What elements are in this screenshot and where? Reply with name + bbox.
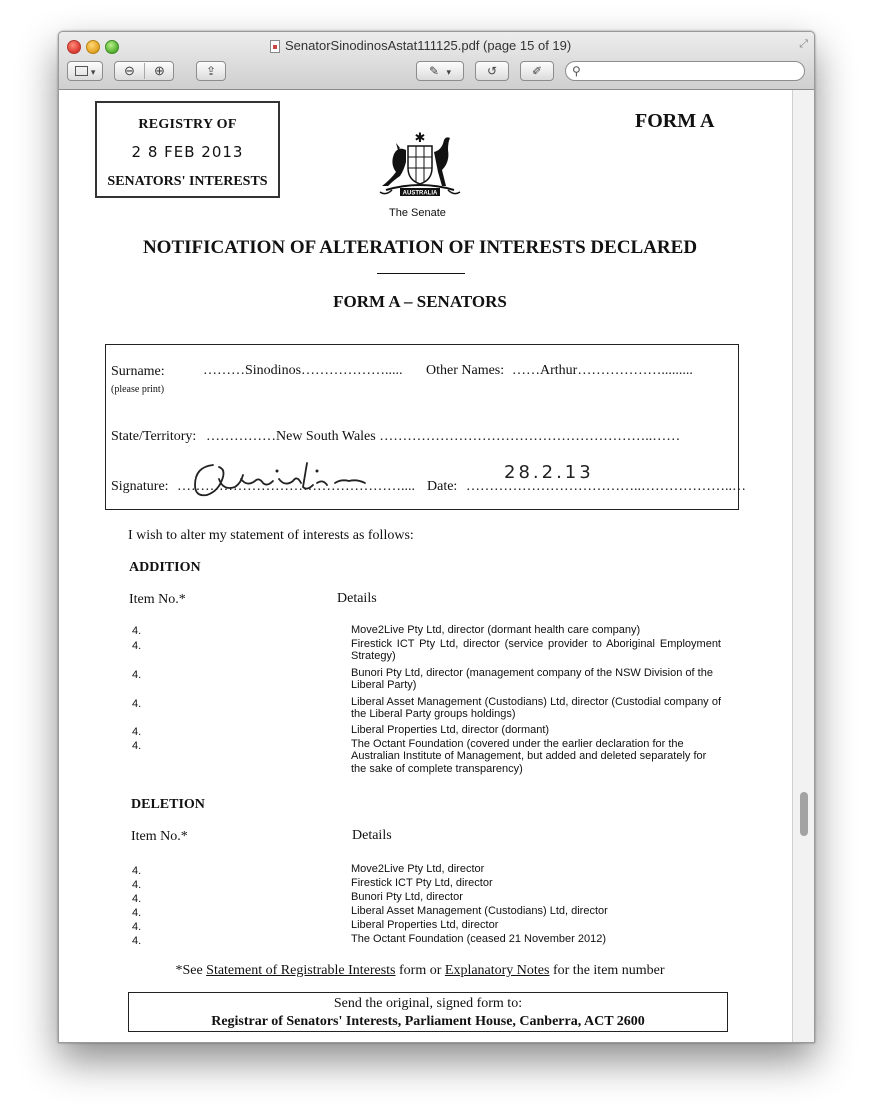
item-number-footnote: [59, 963, 781, 979]
table-row-details: Liberal Properties Ltd, director: [351, 919, 499, 931]
table-row-details: Liberal Asset Management (Custodians) Ltd, director (Custodial company of the Liberal Party groups holdings): [351, 696, 721, 721]
title-bar: [59, 32, 814, 90]
signature-label: Signature:: [111, 479, 169, 494]
table-row-details: Firestick ICT Pty Ltd, director: [351, 877, 493, 889]
share-button[interactable]: [196, 61, 226, 81]
table-row-item: 4.: [132, 935, 142, 947]
form-title: NOTIFICATION OF ALTERATION OF INTERESTS DECLARED: [142, 237, 698, 258]
other-names-label: Other Names:: [426, 363, 505, 378]
minimize-window-button[interactable]: [86, 40, 100, 54]
close-window-button[interactable]: [67, 40, 81, 54]
scrollbar-thumb[interactable]: [800, 792, 808, 836]
deletion-details-header: Details: [352, 828, 392, 843]
table-row-details: Move2Live Pty Ltd, director: [351, 863, 485, 875]
fullscreen-icon[interactable]: ⤢: [799, 38, 808, 50]
registry-stamp: [95, 101, 280, 198]
table-row-item: 4.: [132, 669, 142, 681]
table-row-item: 4.: [132, 625, 142, 637]
send-to-box: [128, 992, 728, 1032]
table-row-item: 4.: [132, 640, 142, 652]
footnote-suffix: for the item number: [549, 963, 665, 978]
title-divider: [377, 273, 465, 274]
deletion-heading: DELETION: [131, 797, 205, 812]
table-row-item: 4.: [132, 698, 142, 710]
statement-link[interactable]: Statement of Registrable Interests: [206, 963, 396, 978]
stamp-line-1: REGISTRY OF: [138, 117, 237, 132]
zoom-out-icon[interactable]: ⊖: [124, 63, 135, 78]
pdf-document-icon: [270, 40, 280, 53]
document-area: [59, 90, 814, 1042]
explanatory-notes-link[interactable]: Explanatory Notes: [444, 963, 550, 978]
zoom-button-group: [114, 61, 174, 81]
crest-caption: The Senate: [389, 207, 446, 219]
state-label: State/Territory:: [111, 429, 197, 444]
send-instruction: Send the original, signed form to:: [333, 996, 523, 1011]
zoom-in-icon[interactable]: ⊕: [154, 63, 165, 78]
window-title: SenatorSinodinosAstat111125.pdf (page 15 of 19): [285, 38, 572, 53]
sidebar-icon: [75, 66, 88, 76]
sidebar-view-button[interactable]: [67, 61, 103, 81]
chevron-down-icon: ▾: [446, 67, 451, 77]
preview-window: [58, 31, 815, 1043]
form-subtitle: FORM A – SENATORS: [333, 292, 507, 311]
table-row-item: 4.: [132, 865, 142, 877]
markup-icon: ✐: [531, 64, 543, 78]
signature-dots: …………………………………………....: [177, 479, 415, 494]
edit-toolbar-button[interactable]: [520, 61, 554, 81]
addition-heading: ADDITION: [129, 560, 201, 575]
table-row-details: Bunori Pty Ltd, director: [351, 891, 463, 903]
coat-of-arms-icon: [372, 130, 468, 205]
chevron-down-icon: ▾: [90, 67, 96, 77]
table-row-item: 4.: [132, 921, 142, 933]
intro-text: I wish to alter my statement of interests as follows:: [128, 528, 414, 543]
table-row-details: Liberal Asset Management (Custodians) Ltd, director: [351, 905, 608, 917]
table-row-details: Liberal Properties Ltd, director (dormant): [351, 724, 550, 736]
rotate-button[interactable]: [475, 61, 509, 81]
state-value: ……………New South Wales …………………………………………………..……: [206, 429, 681, 444]
surname-value: ………Sinodinos……………….....: [203, 363, 403, 378]
table-row-details: Firestick ICT Pty Ltd, director (service provider to Aboriginal Employment Strategy): [351, 638, 721, 663]
table-row-details: The Octant Foundation (covered under the earlier declaration for the Australian Institute of Management, but added and deleted separately for the sake of complete transparency): [351, 738, 707, 775]
pdf-page: [59, 90, 792, 1042]
footnote-prefix: *See: [175, 963, 207, 978]
table-row-item: 4.: [132, 893, 142, 905]
handwritten-signature-icon: [189, 457, 374, 502]
table-row-details: Bunori Pty Ltd, director (management company of the NSW Division of the Liberal Party): [351, 667, 713, 692]
table-row-item: 4.: [132, 879, 142, 891]
pen-icon: ✎: [429, 64, 440, 78]
handwritten-date: 28.2.13: [504, 462, 594, 483]
table-row-details: Move2Live Pty Ltd, director (dormant health care company): [351, 624, 641, 636]
date-dots: ………………………………..………………..…: [466, 479, 746, 494]
surname-label: Surname:: [111, 364, 165, 379]
addition-details-header: Details: [337, 591, 377, 606]
table-row-item: 4.: [132, 907, 142, 919]
table-row-item: 4.: [132, 726, 142, 738]
please-print-note: (please print): [111, 384, 165, 395]
stamp-date: 2 8 FEB 2013: [131, 143, 244, 161]
other-names-value: ……Arthur……………….........: [512, 363, 693, 378]
search-input[interactable]: [588, 63, 802, 81]
stamp-line-3: SENATORS' INTERESTS: [107, 174, 268, 189]
table-row-item: 4.: [132, 740, 142, 752]
deletion-item-header: Item No.*: [131, 829, 188, 844]
search-field[interactable]: [565, 61, 805, 81]
vertical-scrollbar[interactable]: [792, 90, 814, 1042]
registrar-address: Registrar of Senators' Interests, Parliament House, Canberra, ACT 2600: [211, 1014, 645, 1029]
date-label: Date:: [427, 479, 458, 494]
rotate-icon: ↺: [486, 64, 498, 78]
addition-item-header: Item No.*: [129, 592, 186, 607]
footnote-middle: form or: [395, 963, 445, 978]
table-row-details: The Octant Foundation (ceased 21 November 2012): [351, 933, 606, 945]
annotate-button[interactable]: [416, 61, 464, 81]
share-icon: ⇪: [205, 64, 217, 78]
zoom-window-button[interactable]: [105, 40, 119, 54]
crest-text: AUSTRALIA: [402, 190, 438, 197]
svg-text:✱: ✱: [414, 131, 426, 146]
form-label: FORM A: [635, 110, 715, 132]
search-icon: ⚲: [572, 64, 581, 78]
